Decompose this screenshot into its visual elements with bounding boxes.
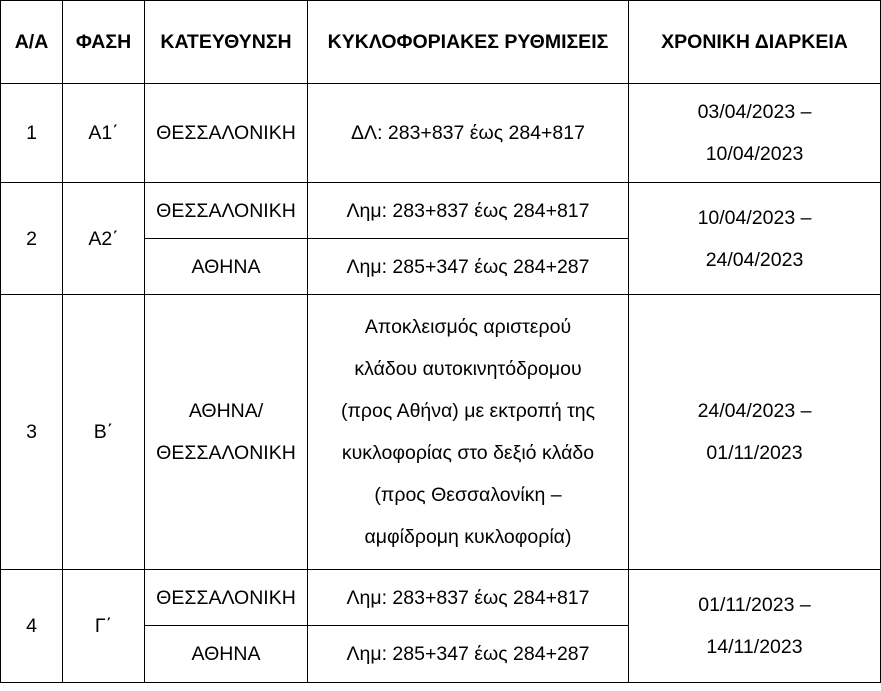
duration-cell <box>629 570 881 683</box>
row-number: 2 <box>1 183 63 295</box>
direction-line: ΑΘΗΝΑ/ <box>188 400 264 422</box>
header-phase: ΦΑΣΗ <box>63 1 145 84</box>
settings-line: (προς Αθήνα) με εκτροπή της <box>340 400 596 422</box>
settings-cell: Λημ: 283+837 έως 284+817 <box>308 183 629 239</box>
duration-cell <box>629 84 881 183</box>
settings-cell: Λημ: 285+347 έως 284+287 <box>308 626 629 683</box>
table-row <box>1 84 881 183</box>
duration-start: 24/04/2023 – <box>697 400 812 422</box>
table-row <box>1 183 881 239</box>
settings-cell <box>308 295 629 570</box>
duration-end: 01/11/2023 <box>706 442 803 464</box>
duration-cell <box>629 183 881 295</box>
phase-cell: Α2΄ <box>63 183 145 295</box>
settings-cell: Λημ: 283+837 έως 284+817 <box>308 570 629 626</box>
direction-cell: ΘΕΣΣΑΛΟΝΙΚΗ <box>145 84 308 183</box>
table-row <box>1 295 881 570</box>
settings-line: Αποκλεισμός αριστερού <box>364 316 572 338</box>
settings-cell: Λημ: 285+347 έως 284+287 <box>308 239 629 295</box>
phase-cell: Β΄ <box>63 295 145 570</box>
settings-cell: ΔΛ: 283+837 έως 284+817 <box>308 84 629 183</box>
header-duration: ΧΡΟΝΙΚΗ ΔΙΑΡΚΕΙΑ <box>629 1 881 84</box>
row-number: 3 <box>1 295 63 570</box>
direction-cell: ΑΘΗΝΑ <box>145 626 308 683</box>
duration-end: 10/04/2023 <box>705 143 804 165</box>
direction-line: ΘΕΣΣΑΛΟΝΙΚΗ <box>156 442 296 464</box>
settings-line: κλάδου αυτοκινητόδρομου <box>354 358 582 380</box>
settings-line: αμφίδρομη κυκλοφορία) <box>364 526 572 548</box>
duration-cell <box>629 295 881 570</box>
duration-end: 14/11/2023 <box>706 636 803 658</box>
header-direction: ΚΑΤΕΥΘΥΝΣΗ <box>145 1 308 84</box>
duration-start: 01/11/2023 – <box>698 594 811 616</box>
phase-cell: Γ΄ <box>63 570 145 683</box>
header-aa: Α/Α <box>1 1 63 84</box>
table-header-row <box>1 1 881 84</box>
table-row <box>1 570 881 626</box>
direction-cell <box>145 295 308 570</box>
settings-line: (προς Θεσσαλονίκη – <box>374 484 562 506</box>
duration-end: 24/04/2023 <box>705 248 804 271</box>
phase-cell: Α1΄ <box>63 84 145 183</box>
row-number: 1 <box>1 84 63 183</box>
direction-cell: ΘΕΣΣΑΛΟΝΙΚΗ <box>145 570 308 626</box>
duration-start: 03/04/2023 – <box>697 101 812 123</box>
row-number: 4 <box>1 570 63 683</box>
header-settings: ΚΥΚΛΟΦΟΡΙΑΚΕΣ ΡΥΘΜΙΣΕΙΣ <box>308 1 629 84</box>
direction-cell: ΘΕΣΣΑΛΟΝΙΚΗ <box>145 183 308 239</box>
settings-line: κυκλοφορίας στο δεξιό κλάδο <box>341 442 595 464</box>
direction-cell: ΑΘΗΝΑ <box>145 239 308 295</box>
duration-start: 10/04/2023 – <box>697 206 812 229</box>
